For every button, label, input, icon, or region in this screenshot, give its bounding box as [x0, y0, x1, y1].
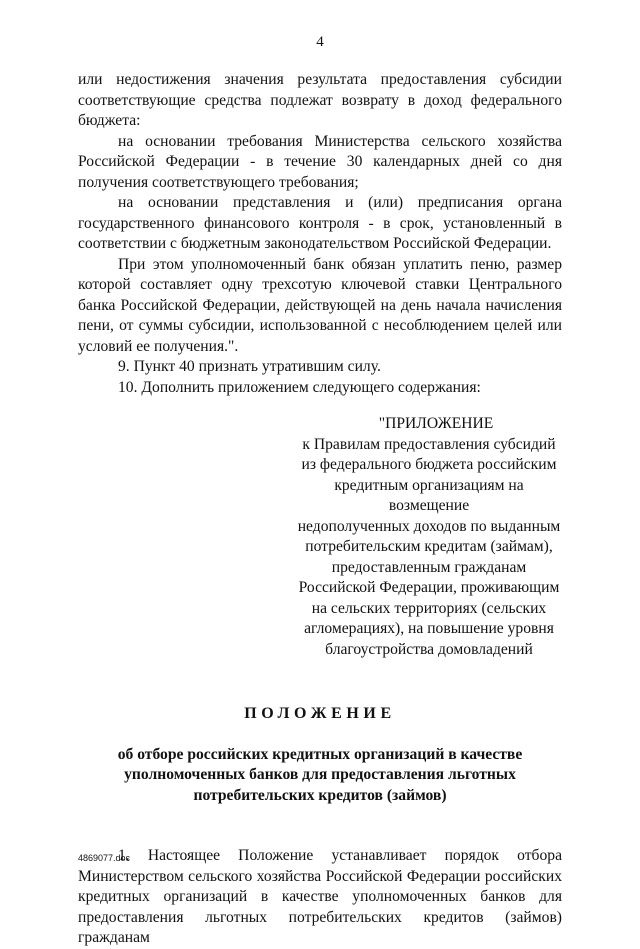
paragraph-penalty: При этом уполномоченный банк обязан уплатить пеню, размер которой составляет одну трехсотую ключевой ставки Центрального банка Российской Федерации, действующей на день начала начисления пени, от суммы субсидии, использованной с несоблюдением целей или условий ее получения.". — [78, 255, 562, 355]
section-heading — [78, 704, 562, 806]
appendix-line: агломерациях), на повышение уровня — [304, 620, 554, 637]
paragraph-refund-intro: или недостижения значения результата предоставления субсидии соответствующие средства подлежат возврату в доход федерального бюджета: — [78, 71, 562, 129]
section-title: ПОЛОЖЕНИЕ — [244, 705, 396, 722]
document-body — [78, 70, 562, 949]
appendix-heading-block — [296, 414, 562, 660]
appendix-line: потребительским кредитам (займам), — [305, 538, 553, 555]
paragraph-clause-1: 1. Настоящее Положение устанавливает порядок отбора Министерством сельского хозяйства Российской Федерации российских кредитных организаций в качестве уполномоченных банков для предоставления льготных потребительских кредитов (займов) гражданам — [78, 847, 562, 946]
appendix-line: благоустройства домовладений — [325, 640, 533, 658]
paragraph-item-10: 10. Дополнить приложением следующего содержания: — [118, 378, 481, 396]
appendix-heading: "ПРИЛОЖЕНИЕ — [378, 415, 494, 432]
appendix-line: к Правилам предоставления субсидий — [302, 435, 556, 453]
appendix-line: предоставленным гражданам — [331, 558, 527, 576]
appendix-line: Российской Федерации, проживающим — [298, 579, 560, 596]
appendix-line: кредитным организациям на возмещение — [334, 476, 524, 514]
subtitle-line: потребительских кредитов (займов) — [193, 786, 447, 804]
paragraph-item-9: 9. Пункт 40 признать утратившим силу. — [118, 358, 381, 375]
footer-doc-code: 4869077.doc — [78, 853, 131, 863]
appendix-line: недополученных доходов по выданным — [297, 517, 561, 535]
appendix-line: из федерального бюджета российским — [301, 456, 557, 473]
subtitle-line: уполномоченных банков для предоставления льготных — [124, 766, 516, 783]
section-subtitle — [110, 745, 530, 807]
paragraph-financial-control: на основании представления и (или) предписания органа государственного финансового контроля - в срок, установленный в соответствии с бюджетным законодательством Российской Федерации. — [78, 194, 562, 252]
page-number: 4 — [316, 34, 324, 50]
subtitle-line: об отборе российских кредитных организаций в качестве — [117, 745, 523, 763]
appendix-line: на сельских территориях (сельских — [311, 599, 547, 617]
paragraph-ministry-requirement: на основании требования Министерства сельского хозяйства Российской Федерации - в течение 30 календарных дней со дня получения соответствующего требования; — [78, 132, 562, 191]
